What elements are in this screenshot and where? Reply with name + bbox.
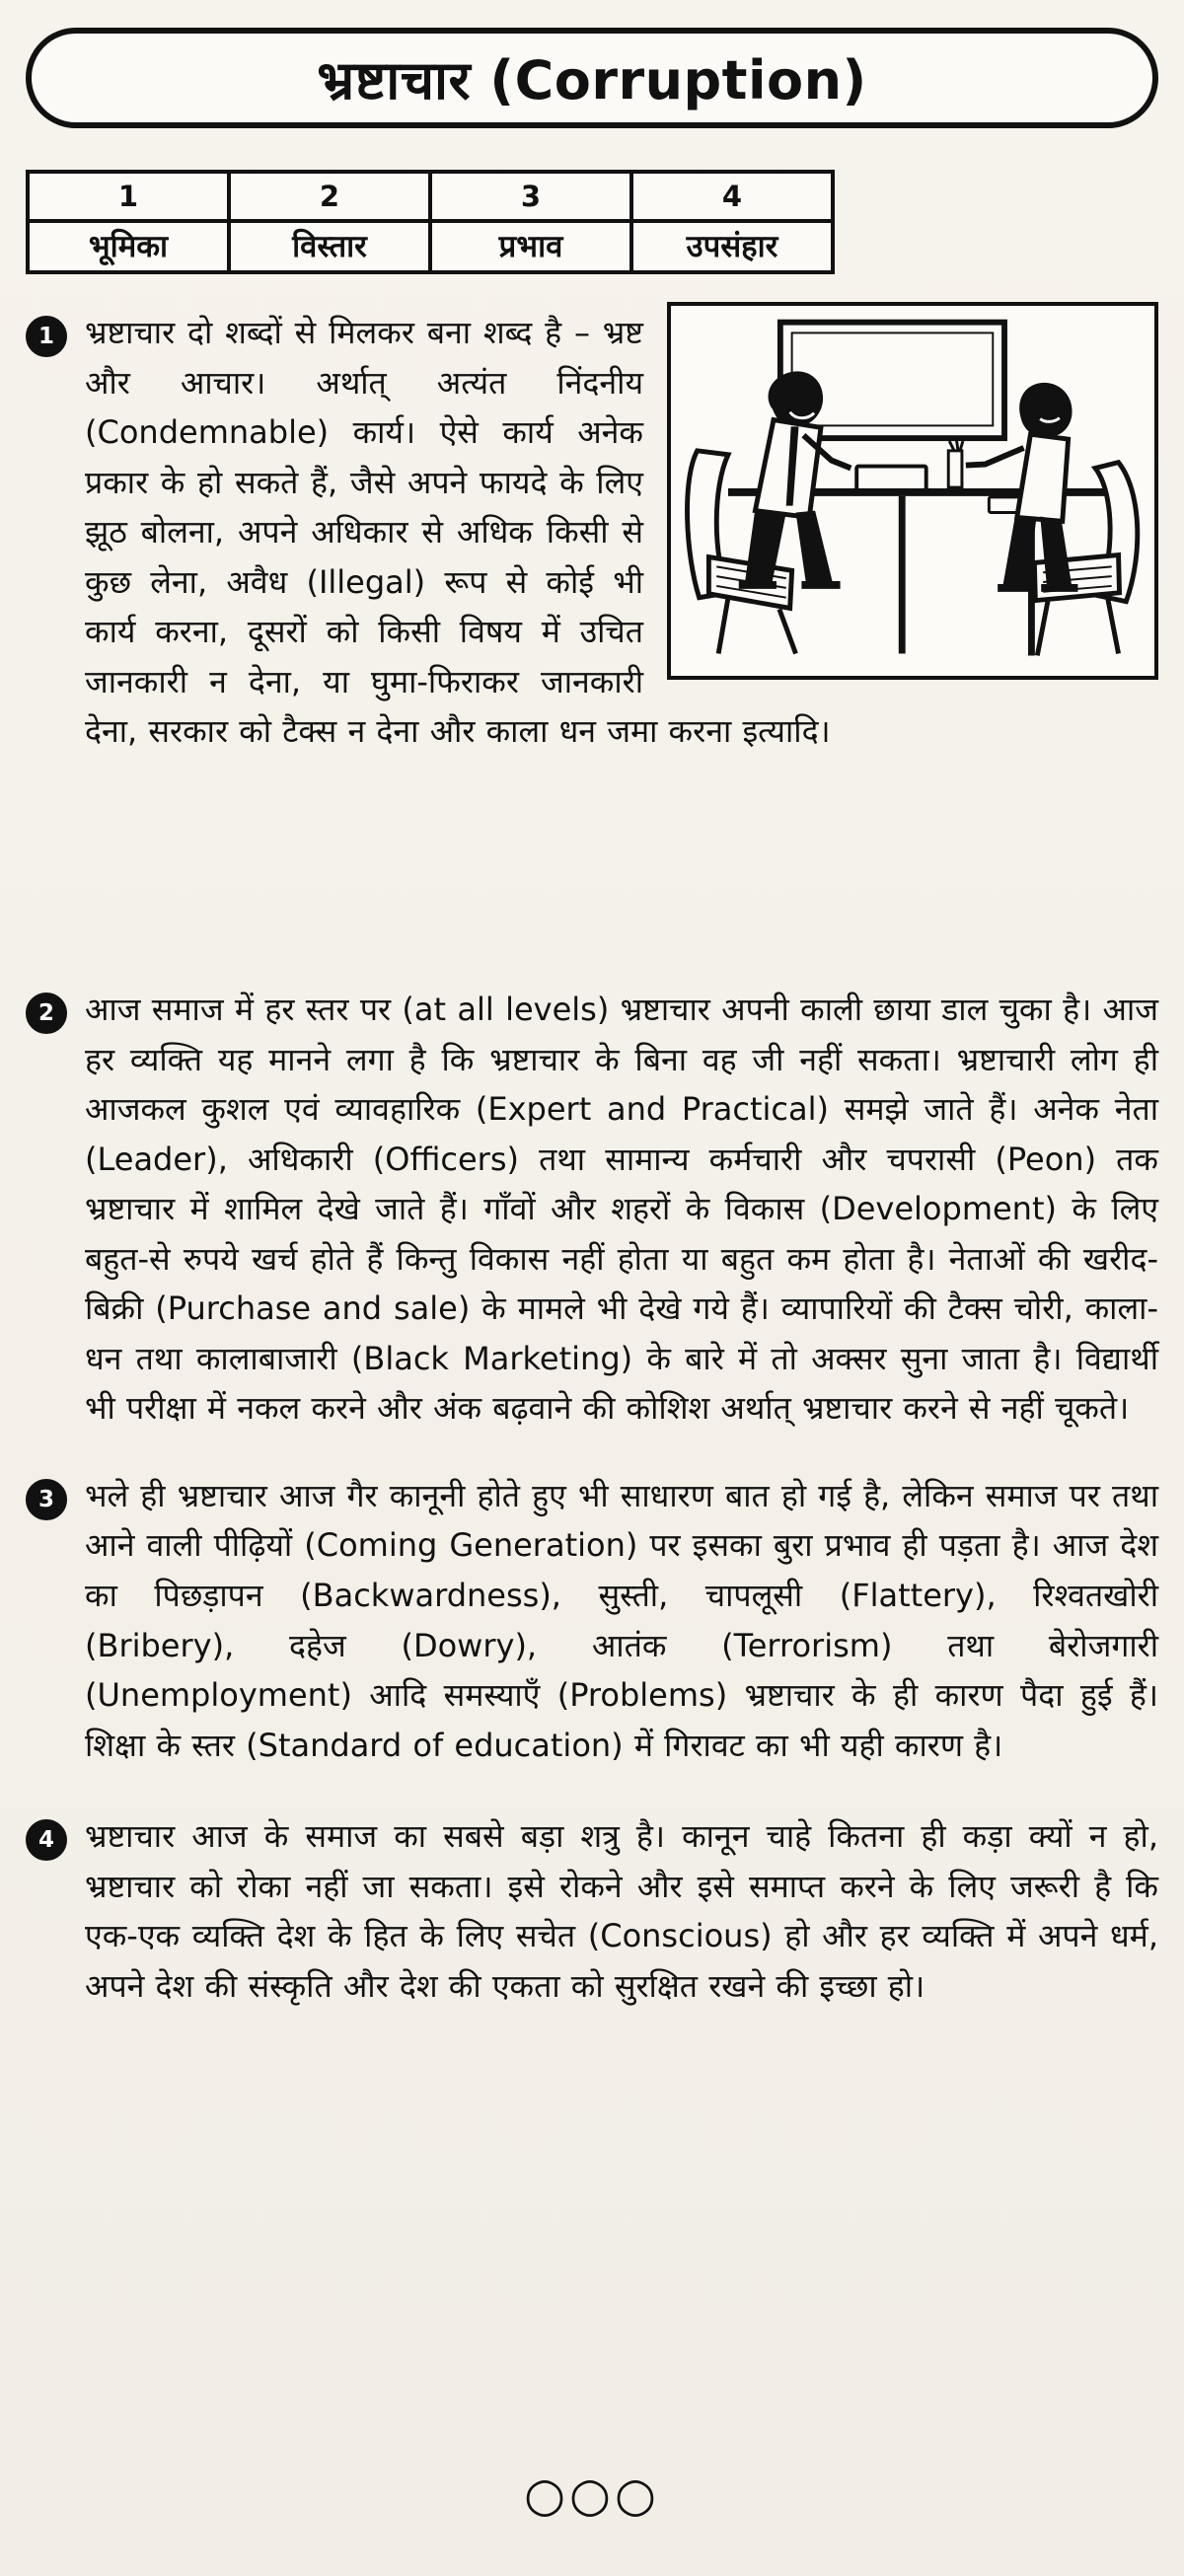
outline-number-3: 3 — [430, 172, 631, 221]
outline-number-4: 4 — [631, 172, 833, 221]
section-paragraph-2: आज समाज में हर स्तर पर (at all levels) भ्रष्टाचार अपनी काली छाया डाल चुका है। आज हर व्यक्ति यह मानने लगा है कि भ्रष्टाचार के बिना वह जी नहीं सकता। भ्रष्टाचारी लोग ही आजकल कुशल एवं व्यावहारिक (Expert and Practical) समझे जाते हैं। अनेक नेता (Leader), अधिकारी (Officers) तथा सामान्य कर्मचारी और चपरासी (Peon) तक भ्रष्टाचार में शामिल देखे जाते हैं। गाँवों और शहरों के विकास (Development) के लिए बहुत-से रुपये खर्च होते हैं किन्तु विकास नहीं होता या बहुत कम होता है। नेताओं की खरीद-बिक्री (Purchase and sale) के मामले भी देखे गये हैं। व्यापारियों की टैक्स चोरी, काला-धन तथा कालाबाजारी (Black Marketing) के बारे में तो अक्सर सुना जाता है। विद्यार्थी भी परीक्षा में नकल करने और अंक बढ़वाने की कोशिश अर्थात् भ्रष्टाचार करने से नहीं चूकते। — [85, 991, 1158, 1428]
section-4 — [26, 1811, 1158, 2011]
section-text-2 — [85, 985, 1158, 1434]
section-marker-3: 3 — [26, 1479, 67, 1520]
outline-label-1: भूमिका — [28, 221, 229, 272]
section-1 — [26, 308, 1158, 949]
outline-number-2: 2 — [229, 172, 430, 221]
corruption-illustration — [667, 302, 1158, 680]
outline-label-row — [28, 221, 833, 272]
section-text-4 — [85, 1811, 1158, 2011]
end-ornament — [0, 2467, 1184, 2523]
section-paragraph-3: भले ही भ्रष्टाचार आज गैर कानूनी होते हुए भी साधारण बात हो गई है, लेकिन समाज पर तथा आने वाली पीढ़ियों (Coming Generation) पर इसका बुरा प्रभाव ही पड़ता है। आज देश का पिछड़ापन (Backwardness), सुस्ती, चापलूसी (Flattery), रिश्वतखोरी (Bribery), दहेज (Dowry), आतंक (Terrorism) तथा बेरोजगारी (Unemployment) आदि समस्याएँ (Problems) भ्रष्टाचार के ही कारण पैदा हुई हैं। शिक्षा के स्तर (Standard of education) में गिरावट का भी यही कारण है। — [85, 1476, 1158, 1764]
section-marker-1: 1 — [26, 316, 67, 357]
section-marker-4: 4 — [26, 1819, 67, 1861]
outline-label-2: विस्तार — [229, 221, 430, 272]
section-marker-2: 2 — [26, 993, 67, 1034]
outline-number-1: 1 — [28, 172, 229, 221]
section-text-1 — [85, 308, 1158, 757]
title-banner — [26, 28, 1158, 128]
section-paragraph-4: भ्रष्टाचार आज के समाज का सबसे बड़ा शत्रु है। कानून चाहे कितना ही कड़ा क्यों न हो, भ्रष्टाचार को रोका नहीं जा सकता। इसे रोकने और इसे समाप्त करने के लिए जरूरी है कि एक-एक व्यक्ति देश के हित के लिए सचेत (Conscious) हो और हर व्यक्ति में अपने धर्म, अपने देश की संस्कृति और देश की एकता को सुरक्षित रखने की इच्छा हो। — [85, 1817, 1158, 2005]
section-paragraph-1: भ्रष्टाचार दो शब्दों से मिलकर बना शब्द है – भ्रष्ट और आचार। अर्थात् अत्यंत निंदनीय (Condemnable) कार्य। ऐसे कार्य अनेक प्रकार के हो सकते हैं, जैसे अपने फायदे के लिए झूठ बोलना, अपने अधिकार से अधिक किसी से कुछ लेना, अवैध (Illegal) रूप से कोई भी कार्य करना, दूसरों को किसी विषय में उचित जानकारी न देना, या घुमा-फिराकर जानकारी देना, सरकार को टैक्स न देना और काला धन जमा करना इत्यादि। — [85, 314, 831, 751]
section-3 — [26, 1471, 1158, 1770]
section-text-3 — [85, 1471, 1158, 1770]
outline-number-row — [28, 172, 833, 221]
outline-label-4: उपसंहार — [631, 221, 833, 272]
corruption-illustration-svg — [671, 306, 1154, 676]
outline-label-3: प्रभाव — [430, 221, 631, 272]
section-2 — [26, 985, 1158, 1434]
page-title: भ्रष्टाचार (Corruption) — [317, 49, 867, 111]
end-mark-text: ○○○ — [524, 2467, 660, 2523]
outline-table — [26, 170, 835, 274]
